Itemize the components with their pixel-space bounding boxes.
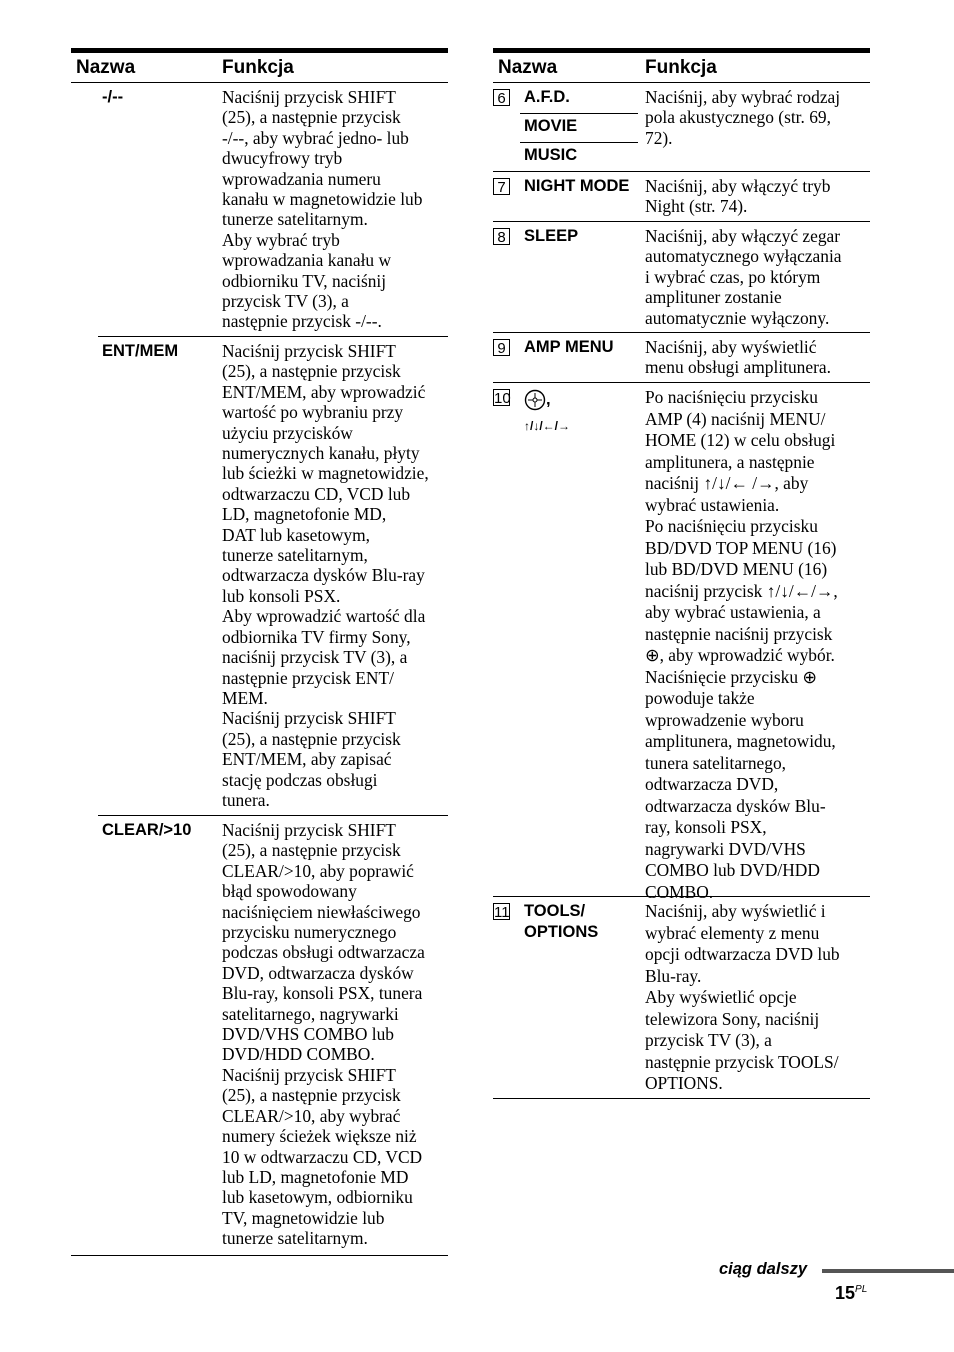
callout-number: 9	[493, 339, 510, 356]
right-table-header	[493, 48, 870, 83]
table-row	[71, 83, 448, 337]
table-row	[71, 337, 448, 816]
arrow-buttons-label: ↑/↓/←/→	[524, 419, 571, 433]
callout-number: 7	[493, 178, 510, 195]
header-function: Funkcja	[645, 57, 717, 78]
header-name: Nazwa	[76, 57, 136, 78]
button-name: -/--	[102, 88, 124, 106]
button-name: AMP MENU	[524, 338, 614, 356]
function-text: Naciśnij, aby wyświetlić i wybrać elementy z menu opcji odtwarzacza DVD lub Blu-ray. Aby wyświetlić opcje telewizora Sony, naciśnij przycisk TV (3), a następnie przycisk TOOLS/ OPTIONS.	[645, 901, 840, 1093]
header-name: Nazwa	[498, 57, 558, 78]
enter-icon	[524, 389, 546, 411]
button-name: MUSIC	[524, 146, 578, 164]
table-row	[493, 333, 870, 383]
callout-number: 6	[493, 89, 510, 106]
button-name: A.F.D.	[524, 88, 570, 106]
function-text: Po naciśnięciu przycisku AMP (4) naciśnij MENU/ HOME (12) w celu obsługi amplitunera, a następnie naciśnij ↑/↓/← /→, aby wybrać ustawienia. Po naciśnięciu przycisku BD/DVD TOP MENU (16) lub BD/DVD MENU (16) naciśnij przycisk ↑/↓/←/→, aby wybrać ustawienia, a następnie naciśnij przycisk ⊕, aby wprowadzić wybór. Naciśnięcie przycisku ⊕ powoduje także wprowadzenie wyboru amplitunera, magnetowidu, tunera satelitarnego, odtwarzacza DVD, odtwarzacza dysków Blu- ray, konsoli PSX, nagrywarki DVD/VHS COMBO lub DVD/HDD COMBO.	[645, 387, 838, 902]
callout-number: 8	[493, 228, 510, 245]
function-text: Naciśnij, aby włączyć zegar automatycznego wyłączania i wybrać czas, po którym amplituner zostanie automatycznie wyłączony.	[645, 226, 842, 328]
function-text: Naciśnij, aby włączyć tryb Night (str. 74).	[645, 176, 831, 217]
function-text: Naciśnij przycisk SHIFT (25), a następnie przycisk CLEAR/>10, aby poprawić błąd spowodowany naciśnięciem niewłaściwego przycisku numerycznego podczas obsługi odtwarzacza DVD, odtwarzacza dysków Blu-ray, konsoli PSX, tunera satelitarnego, nagrywarki DVD/VHS COMBO lub DVD/HDD COMBO. Naciśnij przycisk SHIFT (25), a następnie przycisk CLEAR/>10, aby wybrać numery ścieżek większe niż 10 w odtwarzaczu CD, VCD lub LD, magnetofonie MD lub kasetowym, odbiorniku TV, magnetowidzie lub tunerze satelitarnym.	[222, 820, 425, 1249]
table-row	[493, 897, 870, 1099]
table-row	[493, 383, 870, 902]
button-name: CLEAR/>10	[102, 821, 192, 839]
function-text: Naciśnij przycisk SHIFT (25), a następnie przycisk ENT/MEM, aby wprowadzić wartość po wybraniu przy użyciu przycisków numerycznych kanału, płyty lub ścieżki w magnetowidzie, odtwarzaczu CD, VCD lub LD, magnetofonie MD, DAT lub kasetowym, tunerze satelitarnym, odtwarzacza dysków Blu-ray lub konsoli PSX. Aby wprowadzić wartość dla odbiornika TV firmy Sony, naciśnij przycisk TV (3), a następnie przycisk ENT/ MEM. Naciśnij przycisk SHIFT (25), a następnie przycisk ENT/MEM, aby zapisać stację podczas obsługi tunera.	[222, 341, 429, 810]
left-table-header	[71, 48, 448, 83]
button-name: NIGHT MODE	[524, 177, 630, 195]
continued-bar	[822, 1269, 954, 1273]
left-table	[71, 48, 448, 1256]
function-text: Naciśnij, aby wybrać rodzaj pola akustycznego (str. 69, 72).	[645, 87, 841, 148]
right-table	[493, 48, 870, 1099]
button-name	[524, 389, 551, 411]
page-number: $15^{PL}$	[835, 1283, 868, 1303]
callout-number: 11	[494, 904, 510, 921]
button-name: SLEEP	[524, 227, 579, 245]
comma: ,	[546, 390, 551, 409]
table-row	[493, 83, 870, 172]
button-name: TOOLS/ OPTIONS	[524, 902, 599, 941]
function-text: Naciśnij przycisk SHIFT (25), a następnie przycisk -/--, aby wybrać jedno- lub dwucyfrowy tryb wprowadzania numeru kanału w magnetowidzie lub tunerze satelitarnym. Aby wybrać tryb wprowadzania kanału w odbiorniku TV, naciśnij przycisk TV (3), a następnie przycisk -/--.	[222, 87, 423, 332]
button-name: ENT/MEM	[102, 342, 179, 360]
table-row	[493, 172, 870, 222]
table-row	[493, 222, 870, 333]
button-name: MOVIE	[524, 117, 578, 135]
header-function: Funkcja	[222, 57, 294, 78]
table-row	[71, 816, 448, 1256]
function-text: Naciśnij, aby wyświetlić menu obsługi amplitunera.	[645, 337, 831, 378]
continued-label: ciąg dalszy	[719, 1260, 808, 1278]
callout-number: 10	[494, 390, 511, 407]
